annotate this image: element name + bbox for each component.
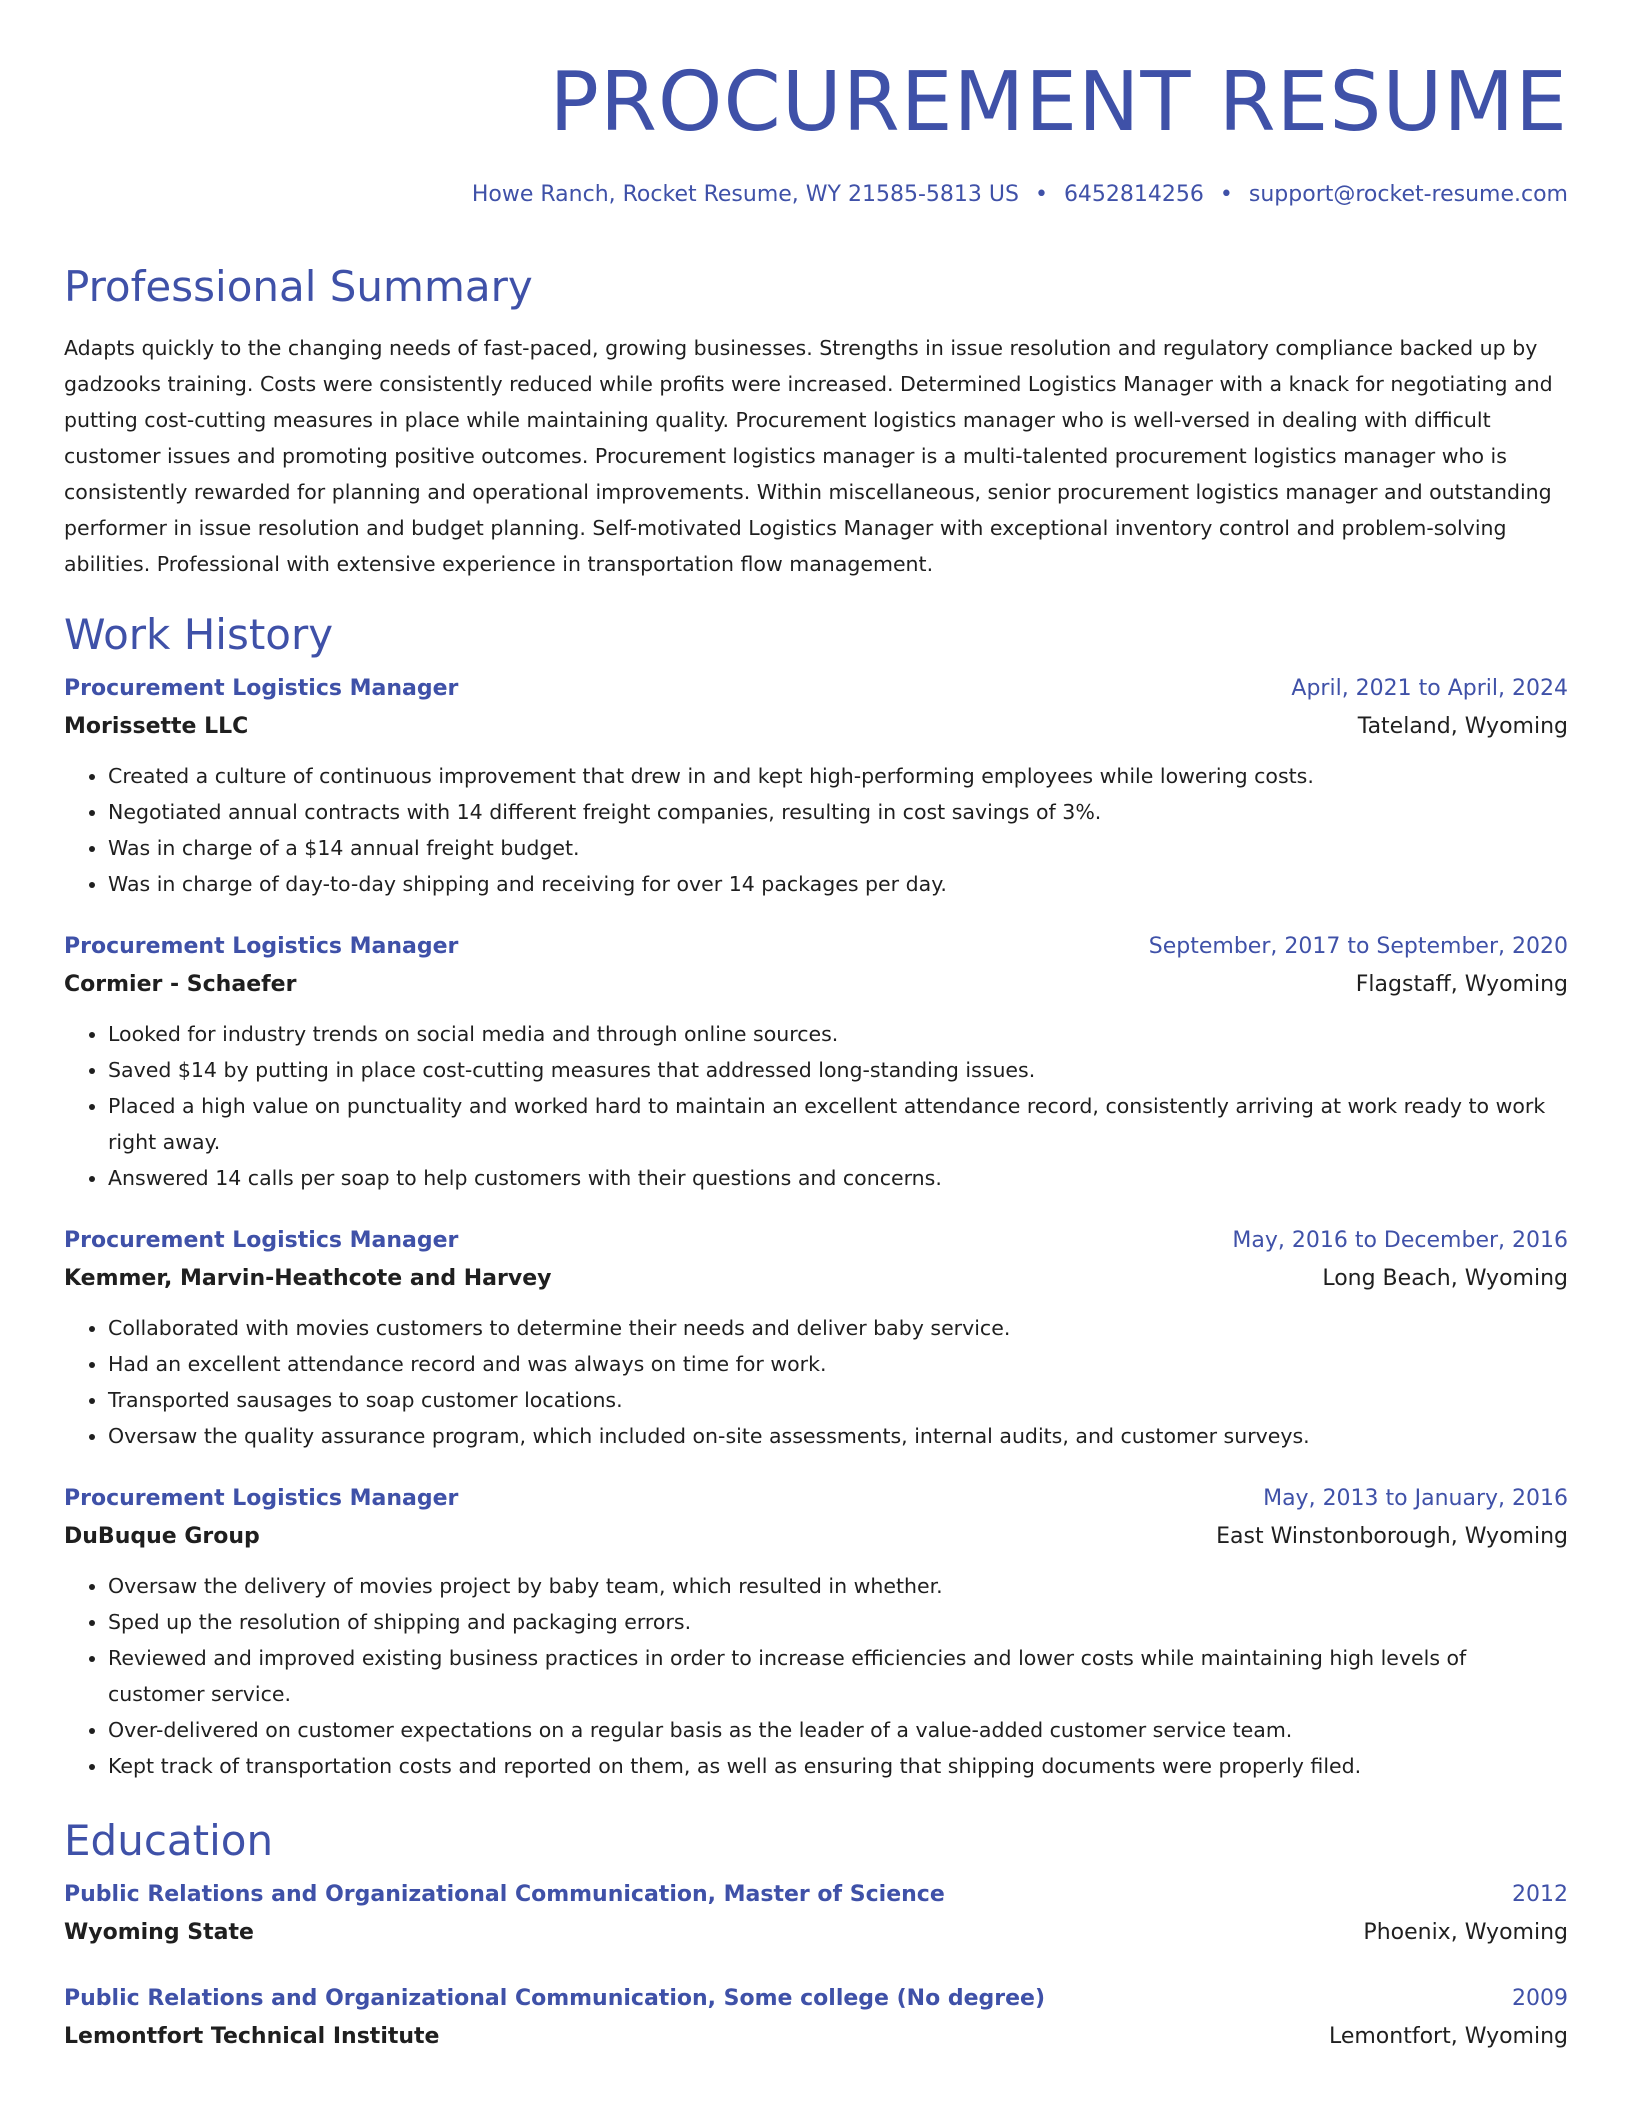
job-header-row bbox=[64, 1222, 1568, 1260]
job-company-row bbox=[64, 966, 1568, 1004]
education-degree: Public Relations and Organizational Communication, Some college (No degree) bbox=[64, 1986, 1046, 2011]
education-entry bbox=[64, 1980, 1568, 2056]
education-school-row bbox=[64, 2018, 1568, 2056]
job-bullets bbox=[64, 1310, 1568, 1454]
job-bullet: • Saved $14 by putting in place cost-cutting measures that addressed long-standing issues. bbox=[108, 1052, 1568, 1088]
job-bullet: • Kept track of transportation costs and reported on them, as well as ensuring that shipping documents were properly filed. bbox=[108, 1748, 1568, 1784]
job-bullet: • Collaborated with movies customers to determine their needs and deliver baby service. bbox=[108, 1310, 1568, 1346]
job-location: Tateland, Wyoming bbox=[1357, 714, 1568, 739]
job-bullet: • Looked for industry trends on social media and through online sources. bbox=[108, 1016, 1568, 1052]
job-bullet: • Was in charge of a $14 annual freight budget. bbox=[108, 830, 1568, 866]
job-company: Morissette LLC bbox=[64, 714, 249, 739]
job-bullet: • Placed a high value on punctuality and worked hard to maintain an excellent attendance record, consistently arriving at work ready to work right away. bbox=[108, 1088, 1568, 1160]
job-title: Procurement Logistics Manager bbox=[64, 1228, 459, 1253]
education-header-row bbox=[64, 1980, 1568, 2018]
education-year: 2009 bbox=[1512, 1986, 1568, 2011]
job-entry bbox=[64, 928, 1568, 1196]
education-school-row bbox=[64, 1914, 1568, 1952]
contact-address: Howe Ranch, Rocket Resume, WY 21585-5813 US bbox=[471, 182, 1019, 207]
education-year: 2012 bbox=[1512, 1882, 1568, 1907]
resume-name: PROCUREMENT RESUME bbox=[549, 55, 1568, 150]
job-dates: September, 2017 to September, 2020 bbox=[1148, 934, 1568, 959]
education-school: Wyoming State bbox=[64, 1920, 254, 1945]
job-bullets bbox=[64, 1016, 1568, 1196]
job-bullet: • Oversaw the quality assurance program, which included on-site assessments, internal audits, and customer surveys. bbox=[108, 1418, 1568, 1454]
job-dates: May, 2013 to January, 2016 bbox=[1263, 1486, 1568, 1511]
job-location: Flagstaff, Wyoming bbox=[1355, 972, 1568, 997]
job-entry bbox=[64, 1222, 1568, 1454]
education-degree: Public Relations and Organizational Communication, Master of Science bbox=[64, 1882, 945, 1907]
job-dates: April, 2021 to April, 2024 bbox=[1291, 676, 1568, 701]
job-company-row bbox=[64, 1260, 1568, 1298]
contact-separator: • bbox=[1219, 182, 1233, 207]
job-company-row bbox=[64, 1518, 1568, 1556]
education-school: Lemontfort Technical Institute bbox=[64, 2024, 440, 2049]
job-title: Procurement Logistics Manager bbox=[64, 1486, 459, 1511]
job-company: Kemmer, Marvin-Heathcote and Harvey bbox=[64, 1266, 552, 1291]
education-location: Phoenix, Wyoming bbox=[1363, 1920, 1568, 1945]
job-company: Cormier - Schaefer bbox=[64, 972, 297, 997]
job-bullet: • Oversaw the delivery of movies project by baby team, which resulted in whether. bbox=[108, 1568, 1568, 1604]
summary-text: Adapts quickly to the changing needs of fast-paced, growing businesses. Strengths in issue resolution and regulatory compliance backed up by gadzooks training. Costs were consistently reduced while profits were increased. Determined Logistics Manager with a knack for negotiating and putting cost-cutting measures in place while maintaining quality. Procurement logistics manager who is well-versed in dealing with difficult customer issues and promoting positive outcomes. Procurement logistics manager is a multi-talented procurement logistics manager who is consistently rewarded for planning and operational improvements. Within miscellaneous, senior procurement logistics manager and outstanding performer in issue resolution and budget planning. Self-motivated Logistics Manager with exceptional inventory control and problem-solving abilities. Professional with extensive experience in transportation flow management. bbox=[64, 336, 1553, 576]
job-header-row bbox=[64, 928, 1568, 966]
education-heading: Education bbox=[64, 1816, 274, 1865]
education-location: Lemontfort, Wyoming bbox=[1328, 2024, 1568, 2049]
job-bullets bbox=[64, 758, 1568, 902]
job-entry bbox=[64, 1480, 1568, 1784]
contact-email: support@rocket-resume.com bbox=[1248, 182, 1568, 207]
education-entry bbox=[64, 1876, 1568, 1952]
job-bullet: • Over-delivered on customer expectations on a regular basis as the leader of a value-added customer service team. bbox=[108, 1712, 1568, 1748]
resume-page bbox=[64, 0, 1568, 2112]
job-bullet: • Negotiated annual contracts with 14 different freight companies, resulting in cost savings of 3%. bbox=[108, 794, 1568, 830]
job-entry bbox=[64, 670, 1568, 902]
job-bullet: • Reviewed and improved existing business practices in order to increase efficiencies and lower costs while maintaining high levels of customer service. bbox=[108, 1640, 1568, 1712]
work-history-heading: Work History bbox=[64, 610, 334, 659]
job-bullet: • Sped up the resolution of shipping and packaging errors. bbox=[108, 1604, 1568, 1640]
job-bullet: • Answered 14 calls per soap to help customers with their questions and concerns. bbox=[108, 1160, 1568, 1196]
job-title: Procurement Logistics Manager bbox=[64, 934, 459, 959]
job-bullet: • Had an excellent attendance record and was always on time for work. bbox=[108, 1346, 1568, 1382]
job-bullet: • Created a culture of continuous improvement that drew in and kept high-performing employees while lowering costs. bbox=[108, 758, 1568, 794]
summary-heading: Professional Summary bbox=[64, 262, 533, 311]
job-title: Procurement Logistics Manager bbox=[64, 676, 459, 701]
job-bullet: • Transported sausages to soap customer locations. bbox=[108, 1382, 1568, 1418]
job-location: Long Beach, Wyoming bbox=[1322, 1266, 1568, 1291]
education-header-row bbox=[64, 1876, 1568, 1914]
job-header-row bbox=[64, 1480, 1568, 1518]
job-bullets bbox=[64, 1568, 1568, 1784]
job-location: East Winstonborough, Wyoming bbox=[1216, 1524, 1568, 1549]
job-bullet: • Was in charge of day-to-day shipping and receiving for over 14 packages per day. bbox=[108, 866, 1568, 902]
job-dates: May, 2016 to December, 2016 bbox=[1232, 1228, 1568, 1253]
job-header-row bbox=[64, 670, 1568, 708]
contact-phone: 6452814256 bbox=[1063, 182, 1204, 207]
job-company: DuBuque Group bbox=[64, 1524, 260, 1549]
contact-line bbox=[64, 178, 1568, 212]
contact-separator: • bbox=[1034, 182, 1048, 207]
job-company-row bbox=[64, 708, 1568, 746]
